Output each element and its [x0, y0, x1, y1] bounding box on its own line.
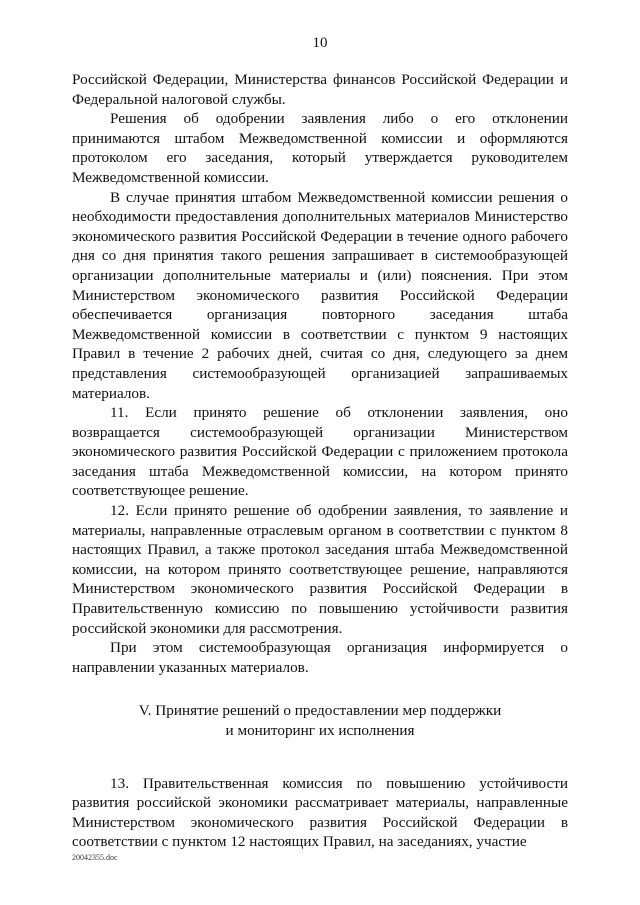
paragraph: В случае принятия штабом Межведомственной комиссии решения о необходимости предоставления дополнительных материалов Министерство экономического развития Российской Федерации в течение одного рабочего дня со дня принятия такого решения запрашивает в системообразующей организации дополнительные материалы и (или) пояснения. При этом Министерством экономического развития Российской Федерации обеспечивается организация повторного заседания штаба Межведомственной комиссии в соответствии с пунктом 9 настоящих Правил в течение 2 рабочих дней, считая со дня, следующего за днем представления системообразующей организацией запрашиваемых материалов. — [72, 188, 568, 402]
section-heading-line1: V. Принятие решений о предоставлении мер поддержки — [138, 702, 502, 720]
paragraph: Российской Федерации, Министерства финансов Российской Федерации и Федеральной налоговой службы. — [72, 71, 568, 108]
paragraph-item-12: 12. Если принято решение об одобрении заявления, то заявление и материалы, направленные отраслевым органом в соответствии с пунктом 8 настоящих Правил, а также протокол заседания штаба Межведомственной комиссии, на котором принято соответствующее решение, направляются Министерством экономического развития Российской Федерации в Правительственную комиссию по повышению устойчивости развития российской экономики для рассмотрения. — [72, 502, 568, 637]
section-heading-line2: и мониторинг их исполнения — [225, 722, 415, 739]
paragraph: Решения об одобрении заявления либо о его отклонении принимаются штабом Межведомственной комиссии и оформляются протоколом его заседания, который утверждается руководителем Межведомственной комиссии. — [72, 110, 568, 186]
document-body — [72, 70, 568, 852]
page-number: 10 — [312, 35, 328, 51]
footer-filename: 20042355.doc — [72, 853, 118, 862]
paragraph-item-13: 13. Правительственная комиссия по повышению устойчивости развития российской экономики рассматривает материалы, направленные Министерством экономического развития Российской Федерации в соответствии с пунктом 12 настоящих Правил, на заседаниях, участие — [72, 774, 568, 851]
paragraph: При этом системообразующая организация информируется о направлении указанных материалов. — [72, 639, 568, 676]
section-heading — [72, 701, 568, 740]
paragraph-item-11: 11. Если принято решение об отклонении заявления, оно возвращается системообразующей организации Министерством экономического развития Российской Федерации с приложением протокола заседания штаба Межведомственной комиссии, на котором принято соответствующее решение. — [72, 404, 568, 500]
